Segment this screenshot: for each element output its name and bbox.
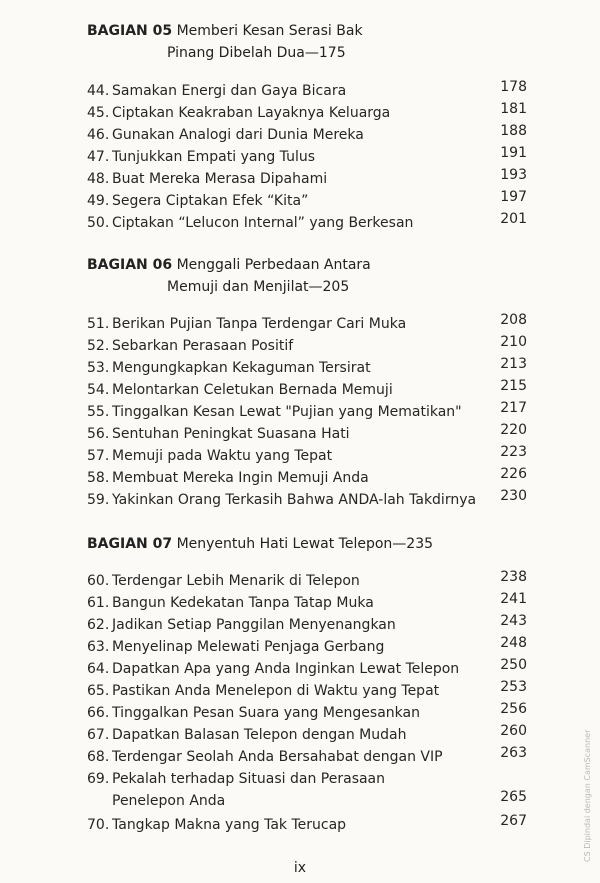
entry-title: Tangkap Makna yang Tak Terucap <box>112 817 347 833</box>
entry-number: 66. <box>87 705 110 721</box>
toc-entry[interactable] <box>87 746 527 768</box>
entry-page: 248 <box>500 635 527 651</box>
entry-number: 45. <box>87 105 110 121</box>
entry-title: Terdengar Lebih Menarik di Telepon <box>112 573 360 589</box>
entry-title: Tinggalkan Kesan Lewat "Pujian yang Mematikan" <box>112 404 462 420</box>
entry-page: 213 <box>500 356 527 372</box>
toc-entry[interactable] <box>87 467 527 489</box>
section-title: Menggali Perbedaan Antara <box>176 257 371 273</box>
entry-number: 44. <box>87 83 110 99</box>
section-tag: BAGIAN 05 <box>87 23 173 39</box>
toc-entry[interactable] <box>87 146 527 168</box>
entry-title: Ciptakan “Lelucon Internal” yang Berkesan <box>112 215 414 231</box>
entry-number: 46. <box>87 127 110 143</box>
entry-page: 241 <box>500 591 527 607</box>
entry-page: 226 <box>500 466 527 482</box>
entry-page: 223 <box>500 444 527 460</box>
entry-title: Gunakan Analogi dari Dunia Mereka <box>112 127 364 143</box>
toc-entry[interactable] <box>87 592 527 614</box>
entry-number: 61. <box>87 595 110 611</box>
entry-number: 63. <box>87 639 110 655</box>
toc-entry[interactable] <box>87 379 527 401</box>
entry-number: 49. <box>87 193 110 209</box>
entry-title: Tinggalkan Pesan Suara yang Mengesankan <box>112 705 420 721</box>
entry-page: 181 <box>500 101 527 117</box>
entry-page: 193 <box>500 167 527 183</box>
entry-number: 69. <box>87 771 110 787</box>
toc-entry[interactable] <box>87 614 527 636</box>
entry-page: 191 <box>500 145 527 161</box>
entry-title: Dapatkan Balasan Telepon dengan Mudah <box>112 727 407 743</box>
entry-title: Segera Ciptakan Efek “Kita” <box>112 193 309 209</box>
section-title: Memberi Kesan Serasi Bak <box>176 23 363 39</box>
entry-title: Melontarkan Celetukan Bernada Memuji <box>112 382 393 398</box>
entry-title: Sentuhan Peningkat Suasana Hati <box>112 426 350 442</box>
entry-number: 67. <box>87 727 110 743</box>
entry-title: Pekalah terhadap Situasi dan Perasaan <box>112 771 386 787</box>
entry-number: 70. <box>87 817 110 833</box>
toc-entry[interactable] <box>87 489 527 511</box>
toc-entry[interactable] <box>87 357 527 379</box>
section-title: Menyentuh Hati Lewat Telepon—235 <box>176 536 434 552</box>
entry-title: Sebarkan Perasaan Positif <box>112 338 294 354</box>
entry-page: 197 <box>500 189 527 205</box>
toc-entry[interactable] <box>87 814 527 836</box>
toc-entry[interactable] <box>87 335 527 357</box>
entry-title-continued: Penelepon Anda <box>112 793 226 809</box>
toc-entry[interactable] <box>87 80 527 102</box>
entry-page: 230 <box>500 488 527 504</box>
section-heading <box>87 254 527 298</box>
entry-title: Membuat Mereka Ingin Memuji Anda <box>112 470 369 486</box>
toc-entry[interactable] <box>87 168 527 190</box>
entry-title: Pastikan Anda Menelepon di Waktu yang Tepat <box>112 683 440 699</box>
entry-number: 60. <box>87 573 110 589</box>
entry-page: 263 <box>500 745 527 761</box>
section-tag: BAGIAN 06 <box>87 257 173 273</box>
section-title-continued: Pinang Dibelah Dua—175 <box>167 45 346 61</box>
section-heading <box>87 533 527 555</box>
toc-entry[interactable] <box>87 445 527 467</box>
entry-title: Memuji pada Waktu yang Tepat <box>112 448 333 464</box>
entry-title: Samakan Energi dan Gaya Bicara <box>112 83 347 99</box>
entry-page: 265 <box>500 789 527 805</box>
toc-entry[interactable] <box>87 190 527 212</box>
entry-number: 68. <box>87 749 110 765</box>
entry-title: Buat Mereka Merasa Dipahami <box>112 171 328 187</box>
entry-page: 208 <box>500 312 527 328</box>
entry-page: 210 <box>500 334 527 350</box>
toc-entry[interactable] <box>87 768 527 812</box>
entry-number: 56. <box>87 426 110 442</box>
section-title-continued: Memuji dan Menjilat—205 <box>167 279 350 295</box>
entry-number: 50. <box>87 215 110 231</box>
entry-page: 260 <box>500 723 527 739</box>
entry-number: 57. <box>87 448 110 464</box>
entry-number: 53. <box>87 360 110 376</box>
entry-page: 188 <box>500 123 527 139</box>
toc-entry[interactable] <box>87 124 527 146</box>
entry-number: 65. <box>87 683 110 699</box>
toc-entry[interactable] <box>87 724 527 746</box>
section-heading <box>87 20 527 64</box>
entry-page: 238 <box>500 569 527 585</box>
toc-entry[interactable] <box>87 423 527 445</box>
scanner-watermark: CS Dipindai dengan CamScanner <box>583 729 592 862</box>
toc-entry[interactable] <box>87 636 527 658</box>
entry-title: Ciptakan Keakraban Layaknya Keluarga <box>112 105 391 121</box>
entry-number: 62. <box>87 617 110 633</box>
toc-entry[interactable] <box>87 102 527 124</box>
toc-entry[interactable] <box>87 401 527 423</box>
toc-entry[interactable] <box>87 313 527 335</box>
entry-title: Jadikan Setiap Panggilan Menyenangkan <box>112 617 396 633</box>
entry-page: 220 <box>500 422 527 438</box>
section-tag: BAGIAN 07 <box>87 536 173 552</box>
toc-entry[interactable] <box>87 570 527 592</box>
entry-page: 267 <box>500 813 527 829</box>
entry-page: 243 <box>500 613 527 629</box>
entry-number: 54. <box>87 382 110 398</box>
entry-page: 250 <box>500 657 527 673</box>
toc-entry[interactable] <box>87 212 527 234</box>
entry-page: 256 <box>500 701 527 717</box>
entry-number: 47. <box>87 149 110 165</box>
entry-title: Mengungkapkan Kekaguman Tersirat <box>112 360 371 376</box>
entry-title: Berikan Pujian Tanpa Terdengar Cari Muka <box>112 316 407 332</box>
entry-number: 58. <box>87 470 110 486</box>
toc-entry[interactable] <box>87 658 527 680</box>
entry-title: Yakinkan Orang Terkasih Bahwa ANDA-lah Takdirnya <box>112 492 477 508</box>
entry-title: Dapatkan Apa yang Anda Inginkan Lewat Telepon <box>112 661 460 677</box>
entry-title: Terdengar Seolah Anda Bersahabat dengan VIP <box>112 749 443 765</box>
entry-title: Tunjukkan Empati yang Tulus <box>112 149 316 165</box>
entry-page: 253 <box>500 679 527 695</box>
entry-number: 55. <box>87 404 110 420</box>
entry-number: 51. <box>87 316 110 332</box>
entry-number: 64. <box>87 661 110 677</box>
entry-number: 59. <box>87 492 110 508</box>
entry-title: Menyelinap Melewati Penjaga Gerbang <box>112 639 385 655</box>
entry-number: 48. <box>87 171 110 187</box>
toc-entry[interactable] <box>87 702 527 724</box>
entry-page: 178 <box>500 79 527 95</box>
entry-page: 201 <box>500 211 527 227</box>
page-number: ix <box>293 860 307 876</box>
entry-page: 217 <box>500 400 527 416</box>
toc-entry[interactable] <box>87 680 527 702</box>
entry-page: 215 <box>500 378 527 394</box>
entry-title: Bangun Kedekatan Tanpa Tatap Muka <box>112 595 374 611</box>
entry-number: 52. <box>87 338 110 354</box>
